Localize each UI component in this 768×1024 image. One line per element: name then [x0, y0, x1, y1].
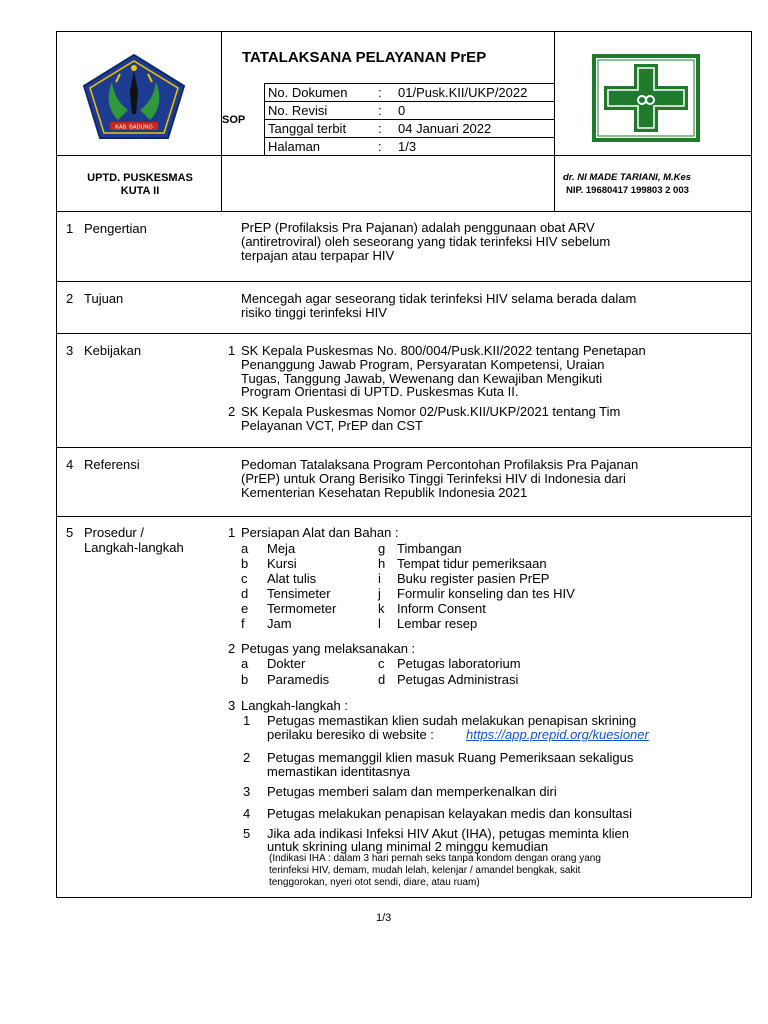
sop-label: SOP — [222, 114, 246, 126]
list-item: Alat tulis — [267, 571, 317, 586]
list-letter: h — [378, 556, 386, 571]
signer-name: dr. NI MADE TARIANI, M.Kes — [563, 172, 692, 183]
list-letter: b — [241, 556, 249, 571]
list-item: Jam — [267, 616, 292, 631]
org-name-line2: KUTA II — [120, 185, 160, 197]
section-number: 3 — [66, 343, 74, 358]
list-letter: d — [241, 586, 249, 601]
subsection-title: Persiapan Alat dan Bahan : — [241, 525, 399, 540]
list-letter: k — [378, 601, 385, 616]
subsection-title: Langkah-langkah : — [241, 698, 348, 713]
list-text: Program Orientasi di UPTD. Puskesmas Kuta II. — [241, 384, 519, 399]
logo-caption: KAB. BADUNG — [115, 124, 153, 131]
kuesioner-link[interactable]: https://app.prepid.org/kuesioner — [466, 727, 649, 742]
section-number: 2 — [66, 291, 74, 306]
doc-info-value: 04 Januari 2022 — [398, 121, 492, 136]
step-number: 1 — [243, 713, 251, 728]
list-letter: l — [378, 616, 381, 631]
doc-info-label: Halaman — [268, 139, 321, 154]
list-letter: g — [378, 541, 386, 556]
doc-info-value: 01/Pusk.KII/UKP/2022 — [398, 85, 528, 100]
list-item: Buku register pasien PrEP — [397, 571, 550, 586]
section-text: (PrEP) untuk Orang Berisiko Tinggi Terinfeksi HIV di Indonesia dari — [241, 471, 626, 486]
doc-info-sep: : — [378, 103, 382, 118]
step-note: terinfeksi HIV, demam, mudah lelah, kelenjar / amandel bengkak, sakit — [269, 865, 581, 876]
list-letter: b — [241, 672, 249, 687]
list-item: Dokter — [267, 656, 306, 671]
list-letter: c — [378, 656, 385, 671]
step-number: 5 — [243, 826, 251, 841]
step-number: 2 — [243, 750, 251, 765]
document-title: TATALAKSANA PELAYANAN PrEP — [242, 49, 487, 66]
list-item: Petugas Administrasi — [397, 672, 519, 687]
section-label: Langkah-langkah — [84, 540, 184, 555]
section-text: terpajan atau terpapar HIV — [241, 248, 395, 263]
section-text: (antiretroviral) oleh seseorang yang tidak terinfeksi HIV sebelum — [241, 234, 611, 249]
doc-info-sep: : — [378, 121, 382, 136]
step-number: 3 — [243, 784, 251, 799]
section-label: Prosedur / — [84, 525, 144, 540]
list-item: Tempat tidur pemeriksaan — [397, 556, 547, 571]
list-item: Termometer — [267, 601, 337, 616]
list-text: SK Kepala Puskesmas Nomor 02/Pusk.KII/UKP/2021 tentang Tim — [241, 404, 621, 419]
step-text: perilaku beresiko di website : — [267, 727, 434, 742]
puskesmas-logo — [590, 52, 702, 144]
section-text: PrEP (Profilaksis Pra Pajanan) adalah penggunaan obat ARV — [241, 220, 595, 235]
list-item: Tensimeter — [267, 586, 331, 601]
subsection-title: Petugas yang melaksanakan : — [241, 641, 416, 656]
list-item: Lembar resep — [397, 616, 478, 631]
list-text: Pelayanan VCT, PrEP dan CST — [241, 418, 423, 433]
section-number: 5 — [66, 525, 74, 540]
doc-info-label: Tanggal terbit — [268, 121, 347, 136]
doc-info-label: No. Dokumen — [268, 85, 348, 100]
step-text: Jika ada indikasi Infeksi HIV Akut (IHA), petugas meminta klien — [267, 826, 629, 841]
org-name: UPTD. PUSKESMAS — [87, 172, 193, 184]
list-item: Meja — [267, 541, 296, 556]
section-number: 4 — [66, 457, 74, 472]
section-label: Tujuan — [84, 291, 124, 306]
section-number: 1 — [66, 221, 74, 236]
section-text: Pedoman Tatalaksana Program Percontohan Profilaksis Pra Pajanan — [241, 457, 639, 472]
step-text: untuk skrining ulang minimal 2 minggu kemudian — [267, 839, 549, 854]
list-letter: e — [241, 601, 249, 616]
step-text: memastikan identitasnya — [267, 764, 411, 779]
doc-info-sep: : — [378, 139, 382, 154]
list-item: Kursi — [267, 556, 297, 571]
section-label: Referensi — [84, 457, 140, 472]
list-number: 3 — [228, 698, 236, 713]
section-text: Mencegah agar seseorang tidak terinfeksi HIV selama berada dalam — [241, 291, 637, 306]
list-number: 1 — [228, 525, 236, 540]
doc-info-sep: : — [378, 85, 382, 100]
step-note: (Indikasi IHA : dalam 3 hari pernah seks tanpa kondom dengan orang yang — [269, 853, 601, 864]
step-number: 4 — [243, 806, 251, 821]
left-logo — [80, 52, 188, 142]
signer-nip: NIP. 19680417 199803 2 003 — [566, 185, 689, 196]
doc-info-value: 0 — [398, 103, 406, 118]
section-label: Kebijakan — [84, 343, 142, 358]
step-text: Petugas memberi salam dan memperkenalkan diri — [267, 784, 557, 799]
list-text: SK Kepala Puskesmas No. 800/004/Pusk.KII/2022 tentang Penetapan — [241, 343, 646, 358]
step-text: Petugas memastikan klien sudah melakukan penapisan skrining — [267, 713, 637, 728]
list-letter: f — [241, 616, 245, 631]
list-letter: a — [241, 541, 249, 556]
section-label: Pengertian — [84, 221, 147, 236]
list-item: Petugas laboratorium — [397, 656, 521, 671]
doc-info-label: No. Revisi — [268, 103, 328, 118]
list-item: Paramedis — [267, 672, 330, 687]
list-number: 2 — [228, 641, 236, 656]
doc-info-value: 1/3 — [398, 139, 417, 154]
section-text: Kementerian Kesehatan Republik Indonesia 2021 — [241, 485, 528, 500]
list-text: Tugas, Tanggung Jawab, Wewenang dan Kewajiban Mengikuti — [241, 371, 603, 386]
list-item: Formulir konseling dan tes HIV — [397, 586, 575, 601]
list-letter: c — [241, 571, 248, 586]
list-letter: d — [378, 672, 386, 687]
step-text: Petugas melakukan penapisan kelayakan medis dan konsultasi — [267, 806, 632, 821]
step-note: tenggorokan, nyeri otot sendi, diare, atau ruam) — [269, 877, 480, 888]
list-item: Timbangan — [397, 541, 462, 556]
list-letter: a — [241, 656, 249, 671]
list-letter: i — [378, 571, 381, 586]
list-number: 1 — [228, 343, 236, 358]
list-letter: j — [378, 586, 381, 601]
section-text: risiko tinggi terinfeksi HIV — [241, 305, 387, 320]
list-item: Inform Consent — [397, 601, 486, 616]
page-number: 1/3 — [376, 912, 392, 924]
step-text: Petugas memanggil klien masuk Ruang Pemeriksaan sekaligus — [267, 750, 634, 765]
list-number: 2 — [228, 404, 236, 419]
list-text: Penanggung Jawab Program, Persyaratan Kompetensi, Uraian — [241, 357, 605, 372]
